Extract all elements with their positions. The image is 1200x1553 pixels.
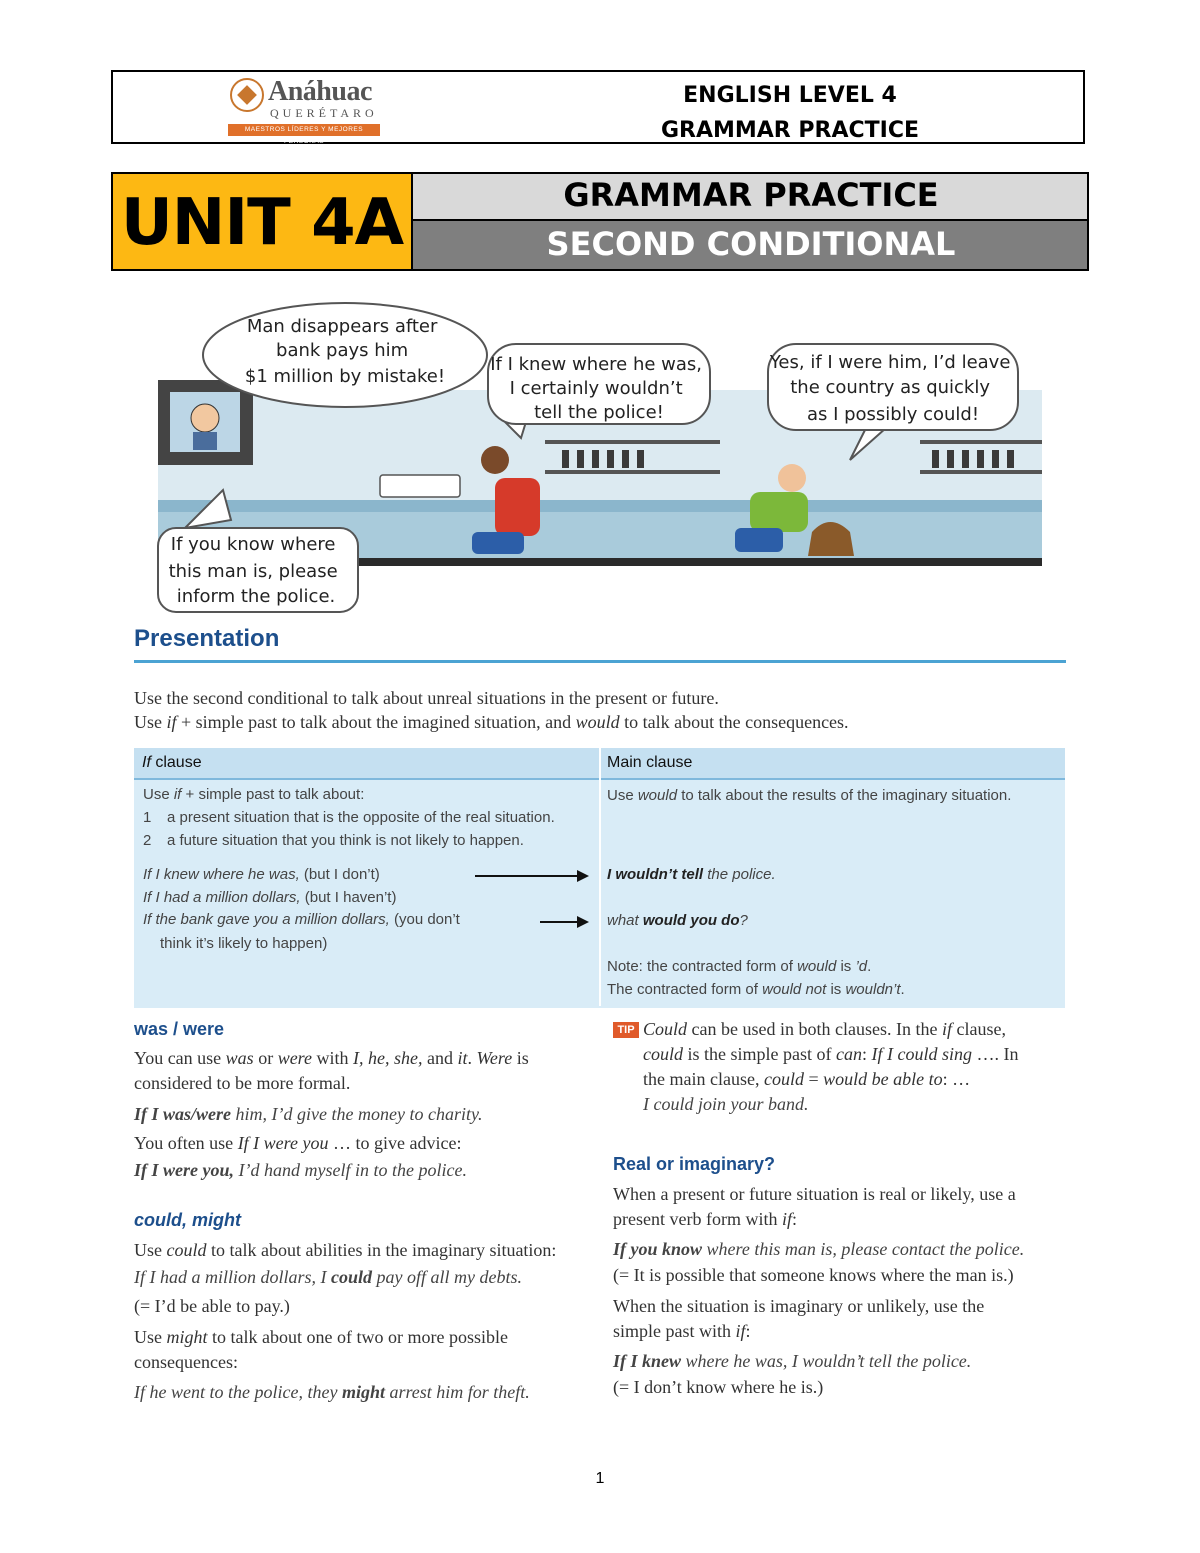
bubble-caption-text — [169, 534, 344, 607]
shelf — [920, 470, 1042, 474]
text: clause — [150, 754, 202, 771]
text: + simple past to talk about: — [181, 786, 365, 803]
text: arrest him for theft. — [384, 1382, 530, 1402]
arrow-right-icon — [475, 875, 587, 877]
text: could — [643, 1044, 683, 1064]
text: him, I’d give the money to charity. — [231, 1104, 483, 1124]
bar-counter-top — [158, 500, 1042, 512]
text: would — [797, 958, 837, 975]
text: : — [745, 1321, 751, 1341]
presentation-rule — [134, 660, 1066, 663]
text: and — [422, 1048, 458, 1068]
text: You often use — [134, 1133, 238, 1153]
text: ’d — [855, 958, 868, 975]
text: . — [467, 1048, 477, 1068]
text: if — [941, 1019, 952, 1039]
text: pay off all my debts. — [372, 1267, 522, 1287]
logo-sub: QUERÉTARO — [270, 106, 378, 120]
seal-icon — [230, 78, 264, 112]
header-title — [640, 78, 940, 148]
text: is — [512, 1048, 529, 1068]
text: it — [457, 1048, 468, 1068]
text: with — [312, 1048, 354, 1068]
bubble-man2-line: as I possibly could! — [806, 404, 980, 425]
bubble-caption-line: inform the police. — [176, 586, 336, 607]
tip-line3 — [643, 1067, 1073, 1092]
text: might — [166, 1327, 208, 1347]
text: could — [166, 1240, 207, 1260]
text: might — [341, 1382, 385, 1402]
band-title: GRAMMAR PRACTICE — [563, 176, 939, 214]
was-were-p1-line1 — [134, 1046, 584, 1071]
real-p4: (= I don’t know where he is.) — [613, 1377, 824, 1397]
col2-result2 — [607, 912, 748, 929]
was-were-example2 — [134, 1160, 467, 1181]
text: Use — [134, 712, 167, 732]
shelf — [545, 440, 720, 444]
text: If you know — [613, 1239, 703, 1259]
page-number: 1 — [595, 1470, 605, 1487]
could-might-example1 — [134, 1267, 522, 1288]
col1-item2-num: 2 — [143, 832, 152, 849]
real-p3-line1: When the situation is imaginary or unlikely, use the — [613, 1296, 985, 1316]
text: If I knew where he was, — [143, 866, 300, 883]
text: would not — [762, 981, 827, 998]
text: I, he, she, — [353, 1048, 423, 1068]
shelf — [920, 440, 1042, 444]
text: If I had a million dollars, I — [134, 1267, 331, 1287]
real-p2: (= It is possible that someone knows where the man is.) — [613, 1265, 1014, 1285]
text: would — [575, 712, 620, 732]
text: is — [826, 981, 846, 998]
text: if — [166, 712, 177, 732]
col1-item1: a present situation that is the opposite of the real situation. — [167, 809, 555, 826]
could-might-heading: could, might — [134, 1210, 241, 1230]
text: ? — [739, 912, 748, 929]
real-p3-line2 — [613, 1319, 1073, 1344]
column-divider — [599, 748, 601, 1006]
text: Were — [476, 1048, 513, 1068]
bubble-tv-line: $1 million by mistake! — [244, 366, 446, 387]
text: or — [253, 1048, 278, 1068]
real-p3 — [613, 1294, 1073, 1344]
col1-example3-cont: think it’s likely to happen) — [160, 935, 328, 952]
header-title-line1: ENGLISH LEVEL 4 — [683, 83, 897, 108]
shelf — [545, 470, 720, 474]
unit-label: UNIT 4A — [120, 186, 404, 260]
arrow-right-icon — [540, 921, 587, 923]
col2-header: Main clause — [607, 754, 693, 771]
real-imaginary-heading: Real or imaginary? — [613, 1154, 776, 1174]
text: = — [803, 1069, 824, 1089]
text: I wouldn’t tell — [607, 866, 704, 883]
text: If I knew — [613, 1351, 682, 1371]
text: simple past with — [613, 1321, 736, 1341]
text: what — [607, 912, 643, 929]
real-example2 — [613, 1351, 971, 1372]
text: to talk about one of two or more possible — [207, 1327, 508, 1347]
text: You can use — [134, 1048, 226, 1068]
text: … to give advice: — [328, 1133, 462, 1153]
bubble-man2-line: the country as quickly — [790, 377, 991, 398]
was-were-p1 — [134, 1046, 584, 1096]
col1-example2 — [143, 889, 396, 906]
could-might-p3-line1 — [134, 1325, 584, 1350]
text: can be used in both clauses. In the — [687, 1019, 942, 1039]
cups-icon — [380, 475, 460, 497]
text: would you do — [642, 912, 740, 929]
intro-line2 — [134, 712, 849, 733]
text: was — [225, 1048, 254, 1068]
real-p1-line2 — [613, 1207, 1073, 1232]
text: If the bank gave you a million dollars, — [143, 911, 390, 928]
text: (you don’t — [389, 911, 460, 928]
intro-line1: Use the second conditional to talk about unreal situations in the present or future. — [134, 688, 719, 708]
text: could — [763, 1069, 804, 1089]
text: present verb form with — [613, 1209, 782, 1229]
text: Could — [643, 1019, 688, 1039]
tip-line2 — [643, 1042, 1073, 1067]
was-were-p1-line2: considered to be more formal. — [134, 1073, 351, 1093]
text: Use — [134, 1240, 167, 1260]
text: would be able to — [823, 1069, 943, 1089]
tip-badge: TIP — [613, 1022, 639, 1038]
was-were-heading: was / were — [134, 1019, 225, 1039]
bubble-caption-line: this man is, please — [168, 561, 338, 582]
could-might-p3-line2: consequences: — [134, 1352, 238, 1372]
col1-use — [143, 786, 364, 803]
text: where this man is, please contact the police. — [702, 1239, 1025, 1259]
bubble-tv-line: bank pays him — [276, 340, 409, 361]
text: Note: the contracted form of — [607, 958, 798, 975]
text: If I had a million dollars, — [143, 889, 301, 906]
text: : — [791, 1209, 797, 1229]
header-title-line2: GRAMMAR PRACTICE — [660, 118, 920, 143]
bubble-man1-line: I certainly wouldn’t — [509, 378, 683, 399]
col2-use — [607, 787, 1011, 804]
could-might-p1 — [134, 1238, 556, 1263]
text: If I were you — [237, 1133, 329, 1153]
text: If I could sing — [871, 1044, 972, 1064]
text: Use — [607, 787, 638, 804]
logo-tagline: MAESTROS LÍDERES Y MEJORES PERSONAS — [228, 124, 380, 136]
text: + simple past to talk about the imagined situation, and — [176, 712, 576, 732]
was-were-p2 — [134, 1131, 461, 1156]
text: . — [900, 981, 905, 998]
presentation-title: Presentation — [134, 625, 280, 652]
real-example1 — [613, 1239, 1024, 1260]
could-might-p3 — [134, 1325, 584, 1375]
tip-line4: I could join your band. — [643, 1094, 809, 1114]
text: if — [173, 786, 182, 803]
text: is the simple past of — [683, 1044, 836, 1064]
could-might-p2: (= I’d be able to pay.) — [134, 1296, 290, 1316]
text: is — [836, 958, 856, 975]
text: (but I haven’t) — [300, 889, 397, 906]
text: . — [867, 958, 872, 975]
text: to talk about the results of the imaginary situation. — [677, 787, 1012, 804]
text: the main clause, — [643, 1069, 764, 1089]
bubble-man2-line: Yes, if I were him, I’d leave — [769, 352, 1011, 373]
col1-item2: a future situation that you think is not likely to happen. — [167, 832, 524, 849]
comic-illustration — [150, 300, 1050, 620]
text: : … — [942, 1069, 971, 1089]
col2-note2 — [607, 981, 905, 998]
text: to talk about abilities in the imaginary situation: — [206, 1240, 557, 1260]
text: If I were you, — [134, 1160, 234, 1180]
text: I’d hand myself in to the police. — [234, 1160, 467, 1180]
text: if — [781, 1209, 792, 1229]
text: Use — [143, 786, 174, 803]
text: Use — [134, 1327, 167, 1347]
col2-note1 — [607, 958, 871, 975]
tip-line1 — [643, 1017, 1073, 1042]
bubble-man1-line: tell the police! — [534, 402, 664, 423]
bubble-man1-line: If I knew where he was, — [490, 354, 703, 375]
text: can — [835, 1044, 862, 1064]
real-p1-line1: When a present or future situation is real or likely, use a — [613, 1184, 1016, 1204]
real-p1 — [613, 1182, 1073, 1232]
was-were-example1 — [134, 1104, 482, 1125]
text: to talk about the consequences. — [619, 712, 849, 732]
text: the police. — [703, 866, 776, 883]
text: The contracted form of — [607, 981, 763, 998]
text: could — [331, 1267, 373, 1287]
text: If I was/were — [134, 1104, 232, 1124]
text: …. In — [972, 1044, 1019, 1064]
text: wouldn’t — [845, 981, 901, 998]
col2-result1 — [607, 866, 776, 883]
text: If he went to the police, they — [134, 1382, 342, 1402]
col1-header — [142, 754, 202, 772]
col1-item1-num: 1 — [143, 809, 152, 826]
col1-example3 — [143, 911, 460, 928]
tip-text — [643, 1017, 1073, 1117]
bubble-caption-line: If you know where — [170, 534, 336, 555]
anahuac-logo — [228, 76, 384, 145]
tv-icon — [158, 380, 253, 465]
band-subtitle: SECOND CONDITIONAL — [546, 225, 956, 263]
logo-name: Anáhuac — [268, 76, 372, 107]
col1-example1 — [143, 866, 380, 883]
text: clause, — [951, 1019, 1006, 1039]
text: where he was, I wouldn’t tell the police. — [681, 1351, 972, 1371]
text: If — [142, 754, 151, 771]
text: would — [637, 787, 678, 804]
text: (but I don’t) — [299, 866, 380, 883]
could-might-example2 — [134, 1382, 530, 1403]
text: if — [735, 1321, 746, 1341]
text: : — [861, 1044, 872, 1064]
text: were — [277, 1048, 313, 1068]
bubble-tv-line: Man disappears after — [246, 316, 438, 337]
